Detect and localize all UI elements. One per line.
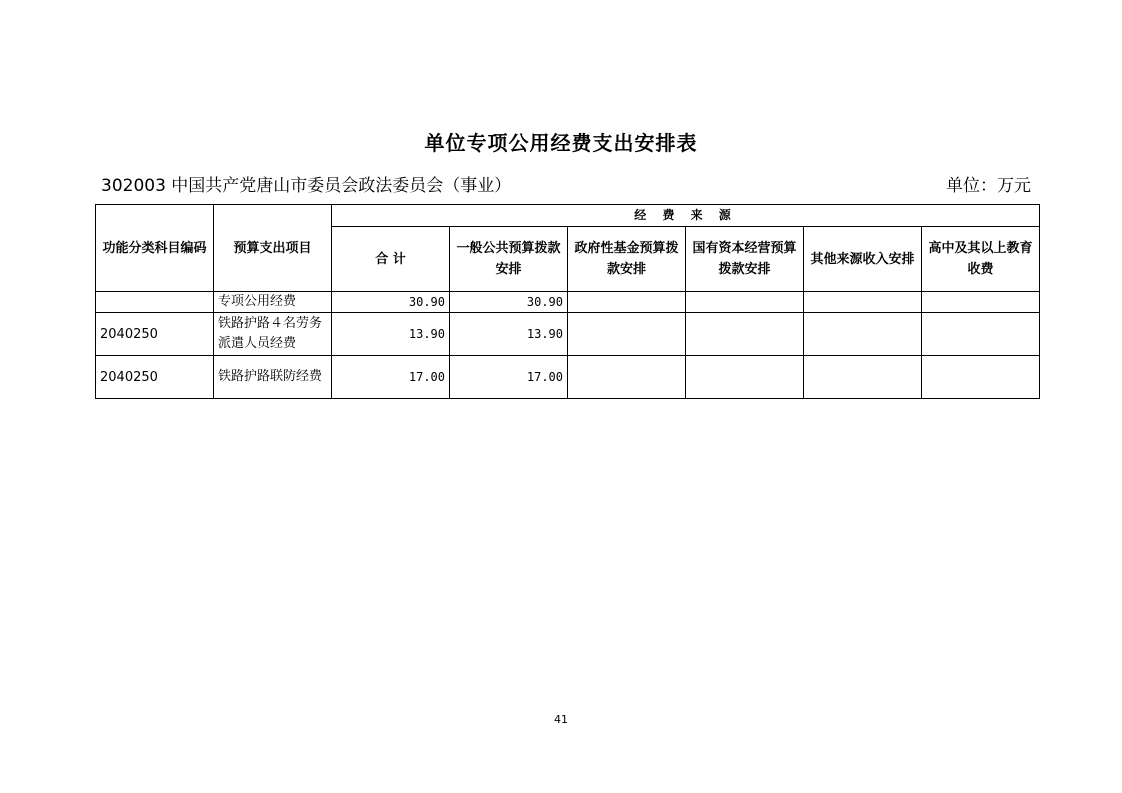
cell-other-income [804, 292, 922, 313]
header-item: 预算支出项目 [214, 205, 332, 292]
cell-total: 30.90 [332, 292, 450, 313]
cell-total: 13.90 [332, 313, 450, 356]
page-number: 41 [554, 713, 568, 726]
table-row [96, 356, 1040, 399]
cell-code [96, 292, 214, 313]
header-state-capital: 国有资本经营预算拨款安排 [686, 227, 804, 292]
header-funding-source: 经 费 来 源 [332, 205, 1040, 227]
cell-general-budget: 30.90 [450, 292, 568, 313]
cell-other-income [804, 313, 922, 356]
table-row [96, 313, 1040, 356]
header-general-budget: 一般公共预算拨款安排 [450, 227, 568, 292]
cell-gov-fund [568, 313, 686, 356]
header-gov-fund: 政府性基金预算拨款安排 [568, 227, 686, 292]
cell-general-budget: 17.00 [450, 356, 568, 399]
currency-unit: 单位：万元 [946, 176, 1031, 196]
cell-item: 铁路护路联防经费 [214, 356, 332, 399]
cell-state-capital [686, 292, 804, 313]
cell-gov-fund [568, 356, 686, 399]
cell-item: 铁路护路４名劳务派遣人员经费 [214, 313, 332, 356]
budget-table [95, 204, 1040, 399]
cell-high-edu-fee [922, 292, 1040, 313]
page-title: 单位专项公用经费支出安排表 [424, 131, 698, 155]
cell-code: 2040250 [96, 356, 214, 399]
cell-item: 专项公用经费 [214, 292, 332, 313]
cell-code: 2040250 [96, 313, 214, 356]
cell-other-income [804, 356, 922, 399]
cell-gov-fund [568, 292, 686, 313]
cell-state-capital [686, 356, 804, 399]
header-total: 合 计 [332, 227, 450, 292]
cell-state-capital [686, 313, 804, 356]
header-other-income: 其他来源收入安排 [804, 227, 922, 292]
table-row [96, 292, 1040, 313]
header-code: 功能分类科目编码 [96, 205, 214, 292]
cell-total: 17.00 [332, 356, 450, 399]
cell-general-budget: 13.90 [450, 313, 568, 356]
organization-name: 302003 中国共产党唐山市委员会政法委员会（事业） [101, 176, 512, 196]
cell-high-edu-fee [922, 313, 1040, 356]
header-high-edu-fee: 高中及其以上教育收费 [922, 227, 1040, 292]
cell-high-edu-fee [922, 356, 1040, 399]
